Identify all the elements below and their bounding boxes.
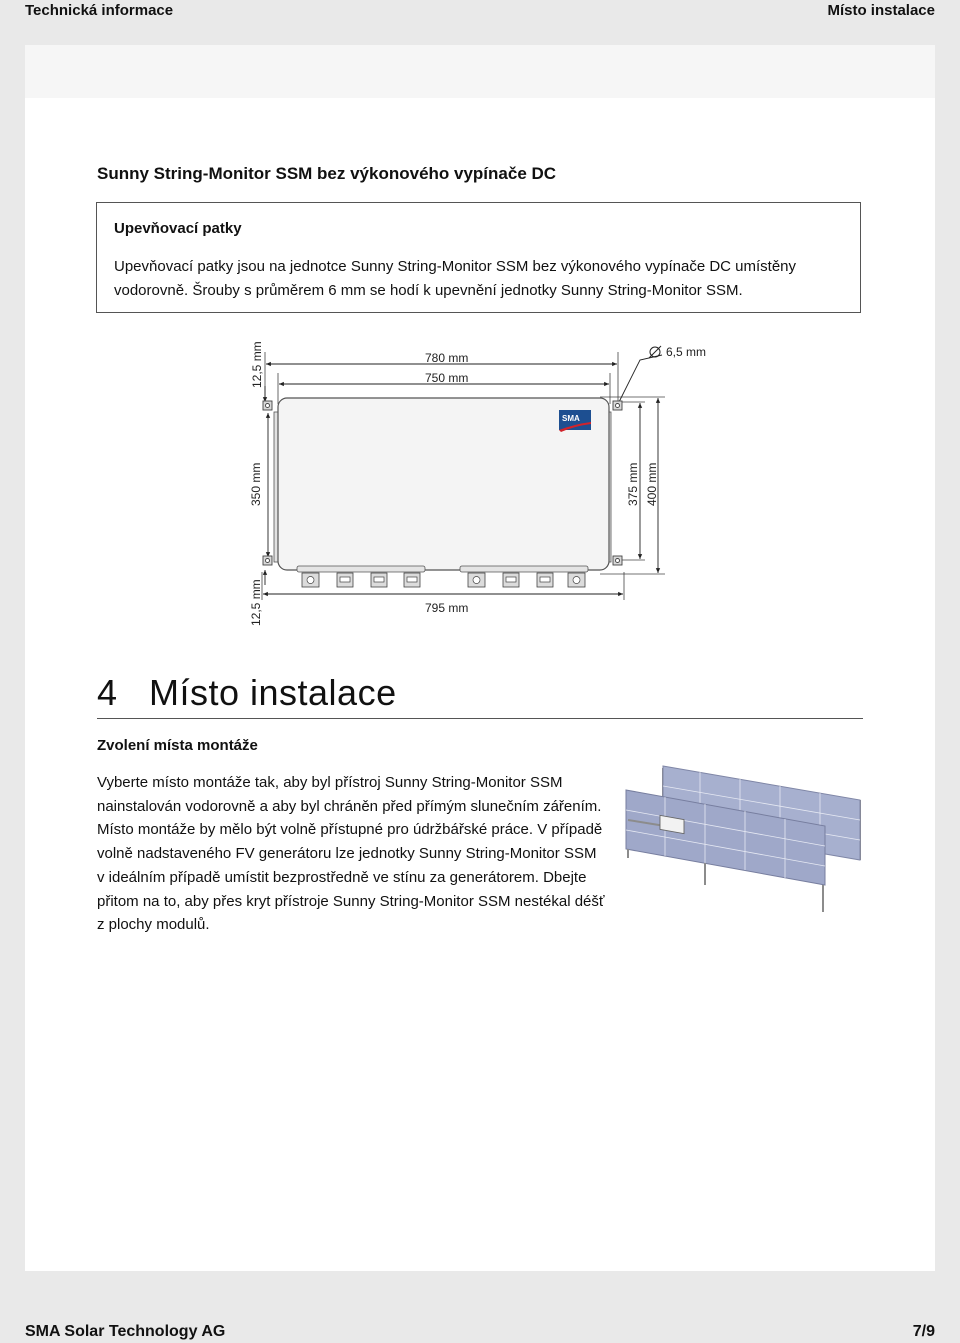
dim-bottom-width-label: 795 mm [425,601,469,615]
header-document-type: Technická informace [25,2,174,19]
infobox-text: Upevňovací patky jsou na jednotce Sunny String-Monitor SSM bez výkonového vypínače DC umístěny vodorovně. Šrouby s průměrem 6 mm se hodí k upevnění jednotky Sunny String-Monitor SSM. [114,258,797,299]
dim-hole-diameter-label: 6,5 mm [666,345,707,359]
subsection-text: Vyberte místo montáže tak, aby byl přístroj Sunny String-Monitor SSM nainstalován vodorovně a aby byl chráněn před přímým slunečním zářením. Místo montáže by mělo být volně přístupné pro údržbářské práce. V případě volně nadstaveného FV generátoru lze jednotky Sunny String-Monitor SSM v ideálním případě umístit bezprostředně ve stínu za generátorem. Dbejte přitom na to, aby přes kryt přístroje Sunny String-Monitor SSM nestékal déšť z plochy modulů. [97,774,605,934]
chapter-number: 4 [97,672,118,713]
sma-logo [559,410,591,432]
dimension-drawing [0,0,960,660]
infobox-title: Upevňovací patky [114,220,242,237]
chapter-heading [97,672,397,714]
dim-inner-width-label: 750 mm [425,371,469,385]
section-title: Sunny String-Monitor SSM bez výkonového vypínače DC [97,164,557,183]
dim-bottom-margin-label: 12,5 mm [249,579,263,626]
footer-company: SMA Solar Technology AG [25,1323,226,1340]
dim-top-margin-label: 12,5 mm [250,341,264,388]
pv-array-illustration [600,760,870,920]
dim-height-left-label: 350 mm [249,462,263,506]
footer-page-number: 7/9 [912,1323,935,1340]
page-footer [0,1320,960,1343]
dim-outer-width-label: 780 mm [425,351,469,365]
sma-logo-text: SMA [562,414,580,423]
subsection-title: Zvolení místa montáže [97,737,258,754]
chapter-title: Místo instalace [149,672,397,713]
chapter-divider [97,718,863,719]
header-chapter-title: Místo instalace [827,2,935,19]
dim-height-inner-label: 375 mm [626,462,640,506]
dim-height-outer-label: 400 mm [645,462,659,506]
